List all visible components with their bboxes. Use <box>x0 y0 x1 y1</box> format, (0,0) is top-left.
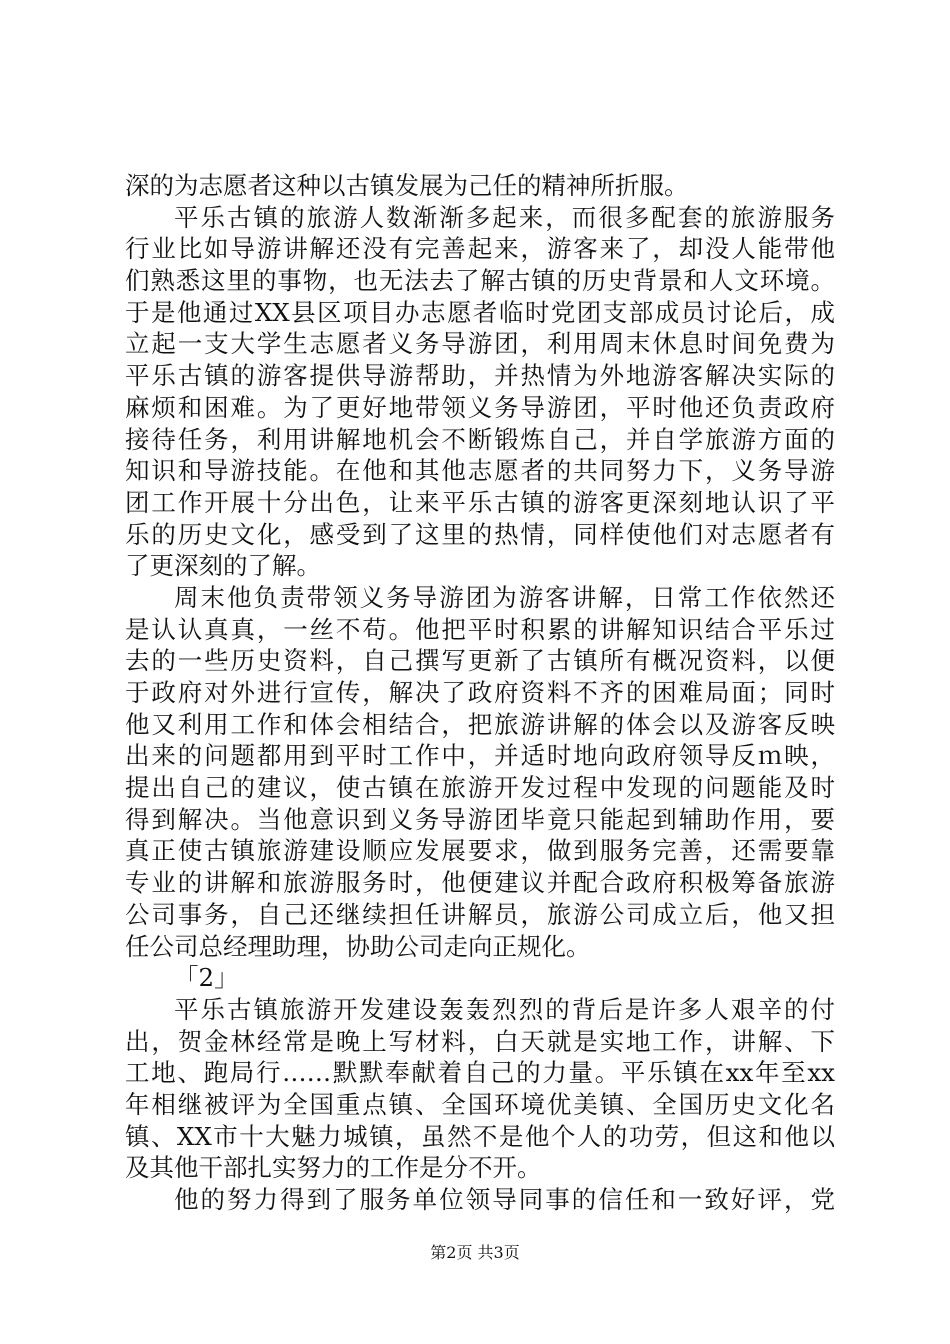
text-line: 了更深刻的了解。 <box>125 551 321 581</box>
text-line: 周末他负责带领义务导游团为游客讲解，日常工作依然还 <box>174 582 835 612</box>
text-line: 年相继被评为全国重点镇、全国环境优美镇、全国历史文化名 <box>125 1089 835 1119</box>
text-line: 乐的历史文化，感受到了这里的热情，同样使他们对志愿者有 <box>125 519 835 549</box>
text-line: 他又利用工作和体会相结合，把旅游讲解的体会以及游客反映 <box>125 709 835 739</box>
text-line: 任公司总经理助理，协助公司走向正规化。 <box>125 931 591 961</box>
text-line: 镇、XX市十大魅力城镇，虽然不是他个人的功劳，但这和他以 <box>125 1121 835 1151</box>
text-line: 平乐古镇的旅游人数渐渐多起来，而很多配套的旅游服务 <box>174 202 835 232</box>
text-line: 工地、跑局行……默默奉献着自己的力量。平乐镇在xx年至xx <box>125 1058 835 1088</box>
text-line: 立起一支大学生志愿者义务导游团，利用周末休息时间免费为 <box>125 329 835 359</box>
text-line: 出来的问题都用到平时工作中，并适时地向政府领导反ｍ映， <box>125 741 835 771</box>
text-line: 知识和导游技能。在他和其他志愿者的共同努力下，义务导游 <box>125 456 835 486</box>
text-line: 团工作开展十分出色，让来平乐古镇的游客更深刻地认识了平 <box>125 487 835 517</box>
text-line: 得到解决。当他意识到义务导游团毕竟只能起到辅助作用，要 <box>125 804 835 834</box>
text-line: 们熟悉这里的事物，也无法去了解古镇的历史背景和人文环境。 <box>125 266 835 296</box>
page-footer: 第2页 共3页 <box>430 1243 520 1262</box>
text-line: 去的一些历史资料，自己撰写更新了古镇所有概况资料，以便 <box>125 646 835 676</box>
text-line: 平乐古镇的游客提供导游帮助，并热情为外地游客解决实际的 <box>125 361 835 391</box>
text-line: 深的为志愿者这种以古镇发展为己任的精神所折服。 <box>125 171 689 200</box>
text-line: 于政府对外进行宣传，解决了政府资料不齐的困难局面；同时 <box>125 678 835 707</box>
text-line: 公司事务，自己还继续担任讲解员，旅游公司成立后，他又担 <box>125 899 835 929</box>
text-line: 专业的讲解和旅游服务时，他便建议并配合政府积极筹备旅游 <box>125 868 835 898</box>
body-text <box>125 170 835 1216</box>
text-line: 行业比如导游讲解还没有完善起来，游客来了，却没人能带他 <box>125 234 835 264</box>
text-line: 真正使古镇旅游建设顺应发展要求，做到服务完善，还需要靠 <box>125 836 835 866</box>
text-line: 麻烦和困难。为了更好地带领义务导游团，平时他还负责政府 <box>125 392 835 422</box>
section-marker: 「2」 <box>174 963 239 993</box>
text-line: 提出自己的建议，使古镇在旅游开发过程中发现的问题能及时 <box>125 773 835 803</box>
text-line: 接待任务，利用讲解地机会不断锻炼自己，并自学旅游方面的 <box>125 424 835 454</box>
text-line: 是认认真真，一丝不苟。他把平时积累的讲解知识结合平乐过 <box>125 614 835 644</box>
text-line: 他的努力得到了服务单位领导同事的信任和一致好评，党 <box>174 1185 835 1214</box>
text-line: 出，贺金林经常是晚上写材料，白天就是实地工作，讲解、下 <box>125 1026 835 1056</box>
text-line: 及其他干部扎实努力的工作是分不开。 <box>125 1153 542 1183</box>
text-line: 于是他通过XX县区项目办志愿者临时党团支部成员讨论后，成 <box>125 297 835 327</box>
text-line: 平乐古镇旅游开发建设轰轰烈烈的背后是许多人艰辛的付 <box>174 994 835 1024</box>
